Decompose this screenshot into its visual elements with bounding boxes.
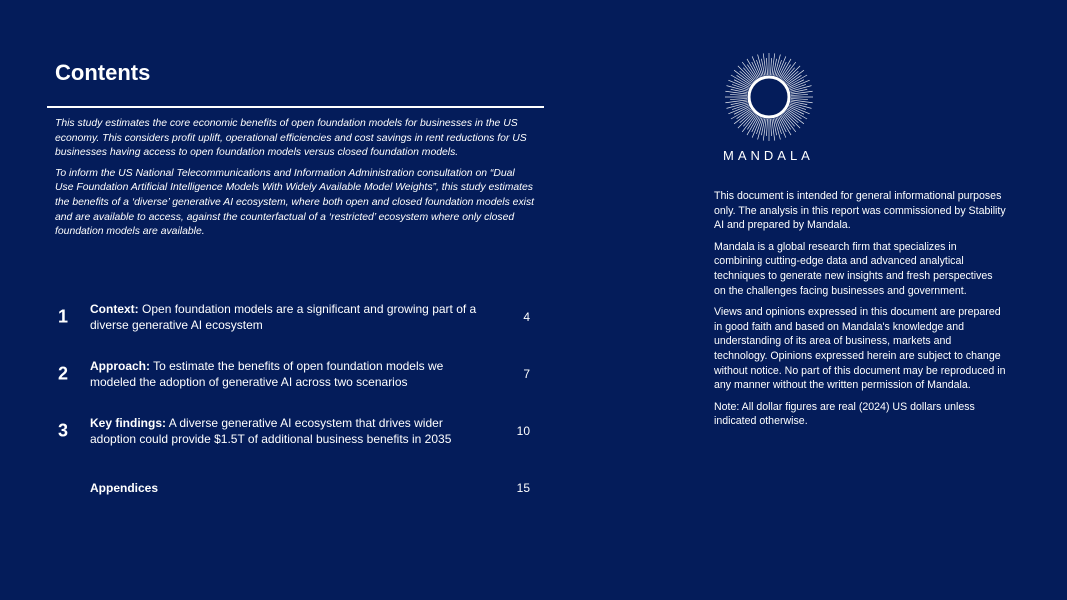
toc-heading: Appendices	[90, 481, 159, 495]
intro	[55, 117, 535, 246]
toc-text	[90, 358, 490, 390]
toc-description: A diverse generative AI ecosystem that drives wider adoption could provide $1.5T of additional business benefits in 2035	[90, 416, 452, 446]
page-title: Contents	[55, 60, 151, 85]
toc-item-key-findings[interactable]	[55, 411, 530, 451]
intro-paragraph-1: This study estimates the core economic benefits of open foundation models for businesses in the US economy. This considers profit uplift, operational efficiencies and cost savings in rent reductions for US businesses having access to open foundation models versus closed foundation models.	[55, 118, 527, 159]
toc-text	[90, 415, 490, 447]
logo-wordmark: MANDALA	[723, 148, 814, 163]
disclaimer-paragraph-1: This document is intended for general informational purposes only. The analysis in this report was commissioned by Stability AI and prepared by Mandala.	[714, 190, 1006, 232]
toc-number: 3	[58, 420, 69, 441]
toc-description: Open foundation models are a significant and growing part of a diverse generative AI ecosystem	[90, 302, 477, 332]
toc-description: To estimate the benefits of open foundation models we modeled the adoption of generative AI across two scenarios	[90, 359, 444, 389]
intro-paragraph-2: To inform the US National Telecommunications and Information Administration consultation on “Dual Use Foundation Artificial Intelligence Models With Widely Available Model Weights”, this study estimates the benefits of a ‘diverse’ generative AI ecosystem, where both open and closed foundation models exist and are available to access, against the counterfactual of a ‘restricted’ ecosystem where only closed foundation models are available.	[55, 167, 535, 238]
disclaimer-note: Note: All dollar figures are real (2024) US dollars unless indicated otherwise.	[714, 400, 975, 428]
disclaimer	[714, 189, 1006, 436]
toc-heading: Key findings:	[90, 416, 167, 430]
mandala-sunburst-icon	[715, 52, 825, 142]
disclaimer-paragraph-2: Mandala is a global research firm that specializes in combining cutting-edge data and advanced analytical techniques to generate new insights and fresh perspectives on the challenges facing businesses and government.	[714, 240, 993, 297]
toc-page-number: 15	[516, 481, 530, 495]
toc-heading: Context:	[90, 302, 139, 316]
disclaimer-paragraph-3: Views and opinions expressed in this document are prepared in good faith and based on Mandala's knowledge and understanding of its area of business, markets and technology. Opinions expressed herein are subject to change without notice. No part of this document may be reproduced in any manner without the written permission of Mandala.	[714, 306, 1006, 392]
toc-text	[90, 480, 490, 496]
toc-page-number: 7	[523, 367, 530, 381]
toc-number: 1	[58, 306, 69, 327]
toc-item-approach[interactable]	[55, 354, 530, 394]
toc-item-context[interactable]	[55, 297, 530, 337]
toc-item-appendices[interactable]	[55, 468, 530, 508]
title-divider	[47, 106, 544, 108]
toc-number: 2	[58, 363, 69, 384]
mandala-logo	[715, 52, 825, 163]
toc-heading: Approach:	[90, 359, 150, 373]
toc-page-number: 4	[523, 310, 530, 324]
toc-page-number: 10	[516, 424, 530, 438]
toc-text	[90, 301, 490, 333]
